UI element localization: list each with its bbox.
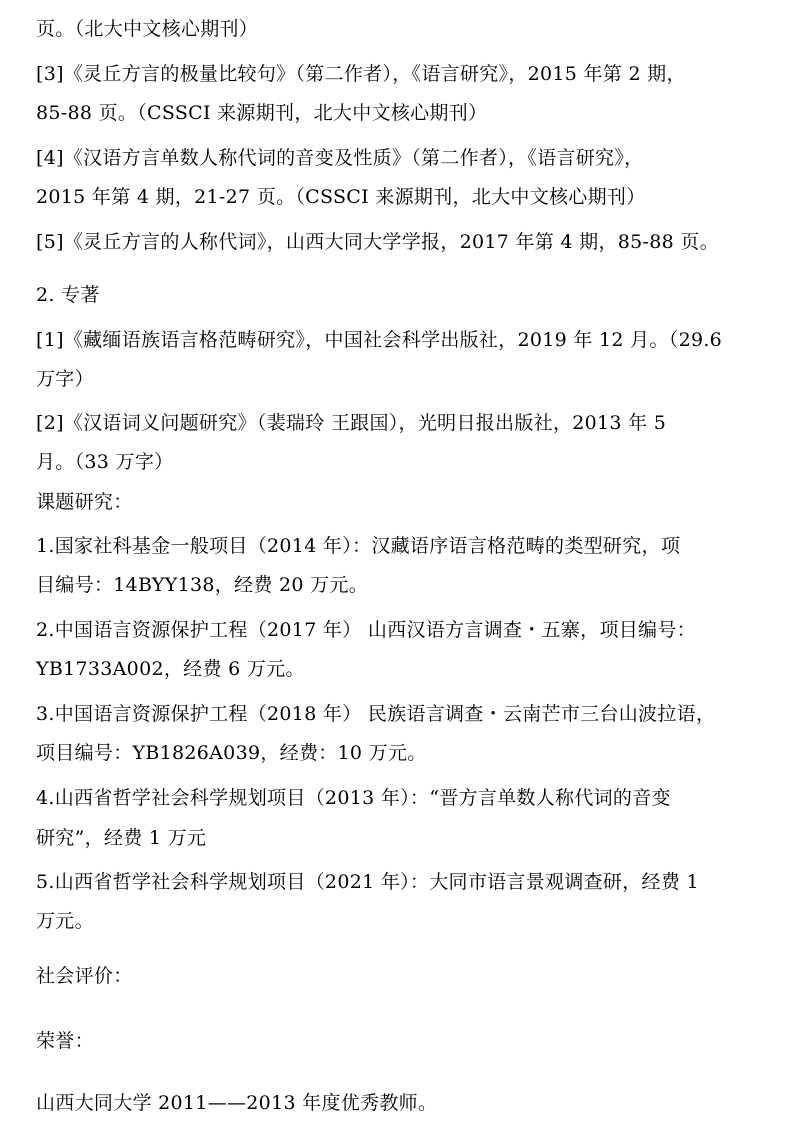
text-line: [1]《藏缅语族语言格范畴研究》，中国社会科学出版社，2019 年 12 月。（29.6 [36,329,723,351]
text-line: 目编号：14BYY138，经费 20 万元。 [36,574,369,596]
text-line: [3]《灵丘方言的极量比较句》（第二作者），《语言研究》，2015 年第 2 期， [36,63,686,85]
section-heading: 社会评价： [36,965,133,987]
text-line: 85-88 页。（CSSCI 来源期刊，北大中文核心期刊） [36,102,488,124]
text-line: 4.山西省哲学社会科学规划项目（2013 年）：“晋方言单数人称代词的音变 [36,787,671,809]
text-line: 1.国家社科基金一般项目（2014 年）：汉藏语序语言格范畴的类型研究，项 [36,535,681,557]
text-line: 5.山西省哲学社会科学规划项目（2021 年）：大同市语言景观调查研，经费 1 [36,871,699,893]
text-line: [4]《汉语方言单数人称代词的音变及性质》（第二作者），《语言研究》， [36,147,644,169]
text-line: 月。（33 万字） [36,451,174,473]
text-line: [5]《灵丘方言的人称代词》，山西大同大学学报，2017 年第 4 期，85-88 页。 [36,231,719,253]
section-heading: 课题研究： [36,491,133,513]
section-heading: 2. 专著 [36,284,100,306]
text-line: 页。（北大中文核心期刊） [36,18,259,40]
text-line: 万元。 [36,910,94,932]
section-heading: 荣誉： [36,1030,94,1052]
text-line: 山西大同大学 2011——2013 年度优秀教师。 [36,1092,438,1114]
text-line: 2015 年第 4 期，21-27 页。（CSSCI 来源期刊，北大中文核心期刊） [36,186,646,208]
text-line: 3.中国语言资源保护工程（2018 年） 民族语言调查・云南芒市三台山波拉语， [36,703,716,725]
text-line: 项目编号：YB1826A039，经费：10 万元。 [36,742,427,764]
text-line: 万字） [36,368,94,390]
text-line: 2.中国语言资源保护工程（2017 年） 山西汉语方言调查・五寨，项目编号： [36,619,696,641]
text-line: YB1733A002，经费 6 万元。 [36,658,305,680]
text-line: 研究”，经费 1 万元 [36,827,207,849]
text-line: [2]《汉语词义问题研究》（裴瑞玲 王跟国），光明日报出版社，2013 年 5 [36,412,667,434]
